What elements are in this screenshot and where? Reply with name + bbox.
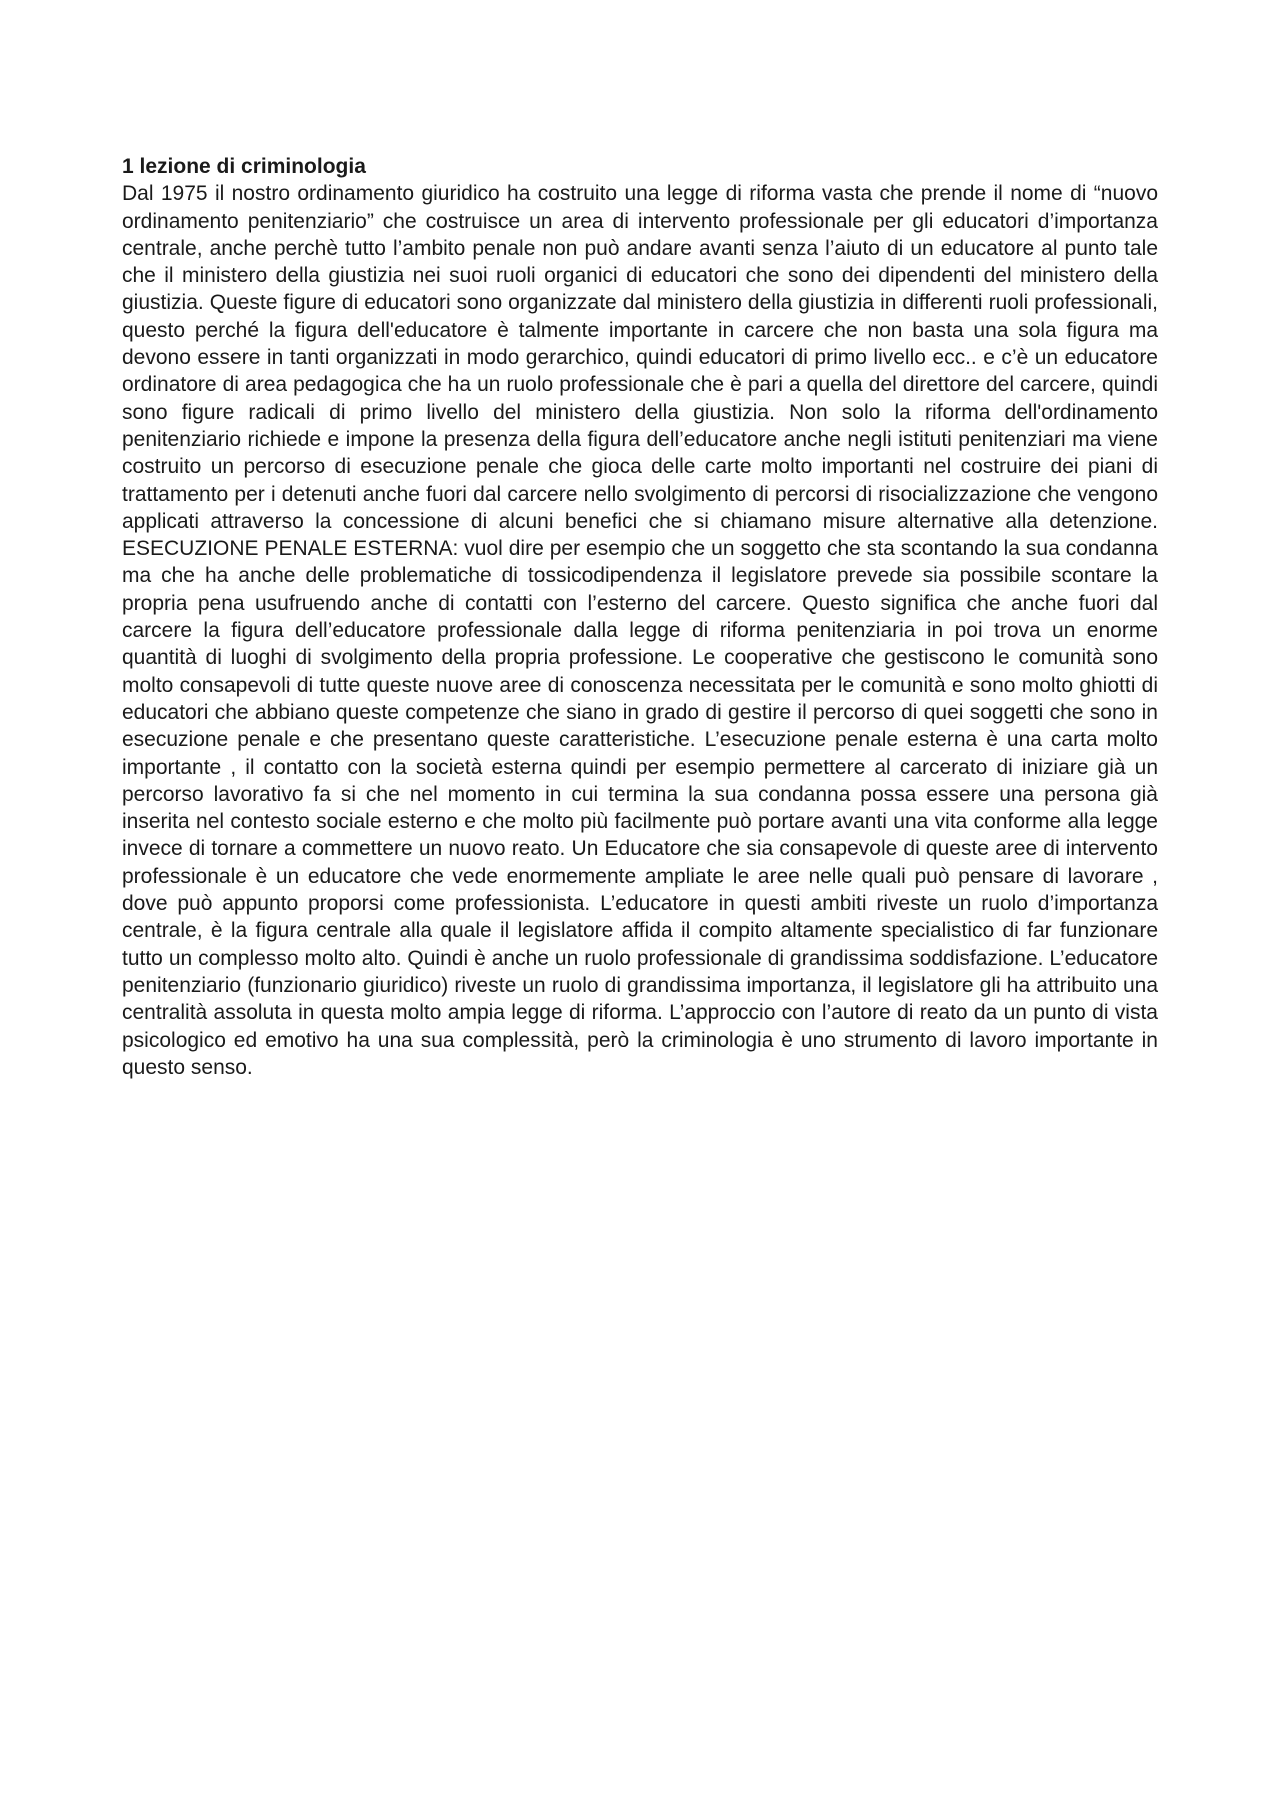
document-content bbox=[122, 153, 1158, 1081]
document-title: 1 lezione di criminologia bbox=[122, 155, 366, 178]
document-body-paragraph: Dal 1975 il nostro ordinamento giuridico ha costruito una legge di riforma vasta che prende il nome di “nuovo ordinamento penitenziario” che costruisce un area di intervento professionale per gli educatori d’importanza centrale, anche perchè tutto l’ambito penale non può andare avanti senza l’aiuto di un educatore al punto tale che il ministero della giustizia nei suoi ruoli organici di educatori che sono dei dipendenti del ministero della giustizia. Queste figure di educatori sono organizzate dal ministero della giustizia in differenti ruoli professionali, questo perché la figura dell'educatore è talmente importante in carcere che non basta una sola figura ma devono essere in tanti organizzati in modo gerarchico, quindi educatori di primo livello ecc.. e c’è un educatore ordinatore di area pedagogica che ha un ruolo professionale che è pari a quella del direttore del carcere, quindi sono figure radicali di primo livello del ministero della giustizia. Non solo la riforma dell'ordinamento penitenziario richiede e impone la presenza della figura dell’educatore anche negli istituti penitenziari ma viene costruito un percorso di esecuzione penale che gioca delle carte molto importanti nel costruire dei piani di trattamento per i detenuti anche fuori dal carcere nello svolgimento di percorsi di risocializzazione che vengono applicati attraverso la concessione di alcuni benefici che si chiamano misure alternative alla detenzione. ESECUZIONE PENALE ESTERNA: vuol dire per esempio che un soggetto che sta scontando la sua condanna ma che ha anche delle problematiche di tossicodipendenza il legislatore prevede sia possibile scontare la propria pena usufruendo anche di contatti con l’esterno del carcere. Questo significa che anche fuori dal carcere la figura dell’educatore professionale dalla legge di riforma penitenziaria in poi trova un enorme quantità di luoghi di svolgimento della propria professione. Le cooperative che gestiscono le comunità sono molto consapevoli di tutte queste nuove aree di conoscenza necessitata per le comunità e sono molto ghiotti di educatori che abbiano queste competenze che siano in grado di gestire il percorso di quei soggetti che sono in esecuzione penale e che presentano queste caratteristiche. L’esecuzione penale esterna è una carta molto importante , il contatto con la società esterna quindi per esempio permettere al carcerato di iniziare già un percorso lavorativo fa si che nel momento in cui termina la sua condanna possa essere una persona già inserita nel contesto sociale esterno e che molto più facilmente può portare avanti una vita conforme alla legge invece di tornare a commettere un nuovo reato. Un Educatore che sia consapevole di queste aree di intervento professionale è un educatore che vede enormemente ampliate le aree nelle quali può pensare di lavorare , dove può appunto proporsi come professionista. L’educatore in questi ambiti riveste un ruolo d’importanza centrale, è la figura centrale alla quale il legislatore affida il compito altamente specialistico di far funzionare tutto un complesso molto alto. Quindi è anche un ruolo professionale di grandissima soddisfazione. L’educatore penitenziario (funzionario giuridico) riveste un ruolo di grandissima importanza, il legislatore gli ha attribuito una centralità assoluta in questa molto ampia legge di riforma. L’approccio con l’autore di reato da un punto di vista psicologico ed emotivo ha una sua complessità, però la criminologia è uno strumento di lavoro importante in questo senso. bbox=[122, 182, 1158, 1079]
